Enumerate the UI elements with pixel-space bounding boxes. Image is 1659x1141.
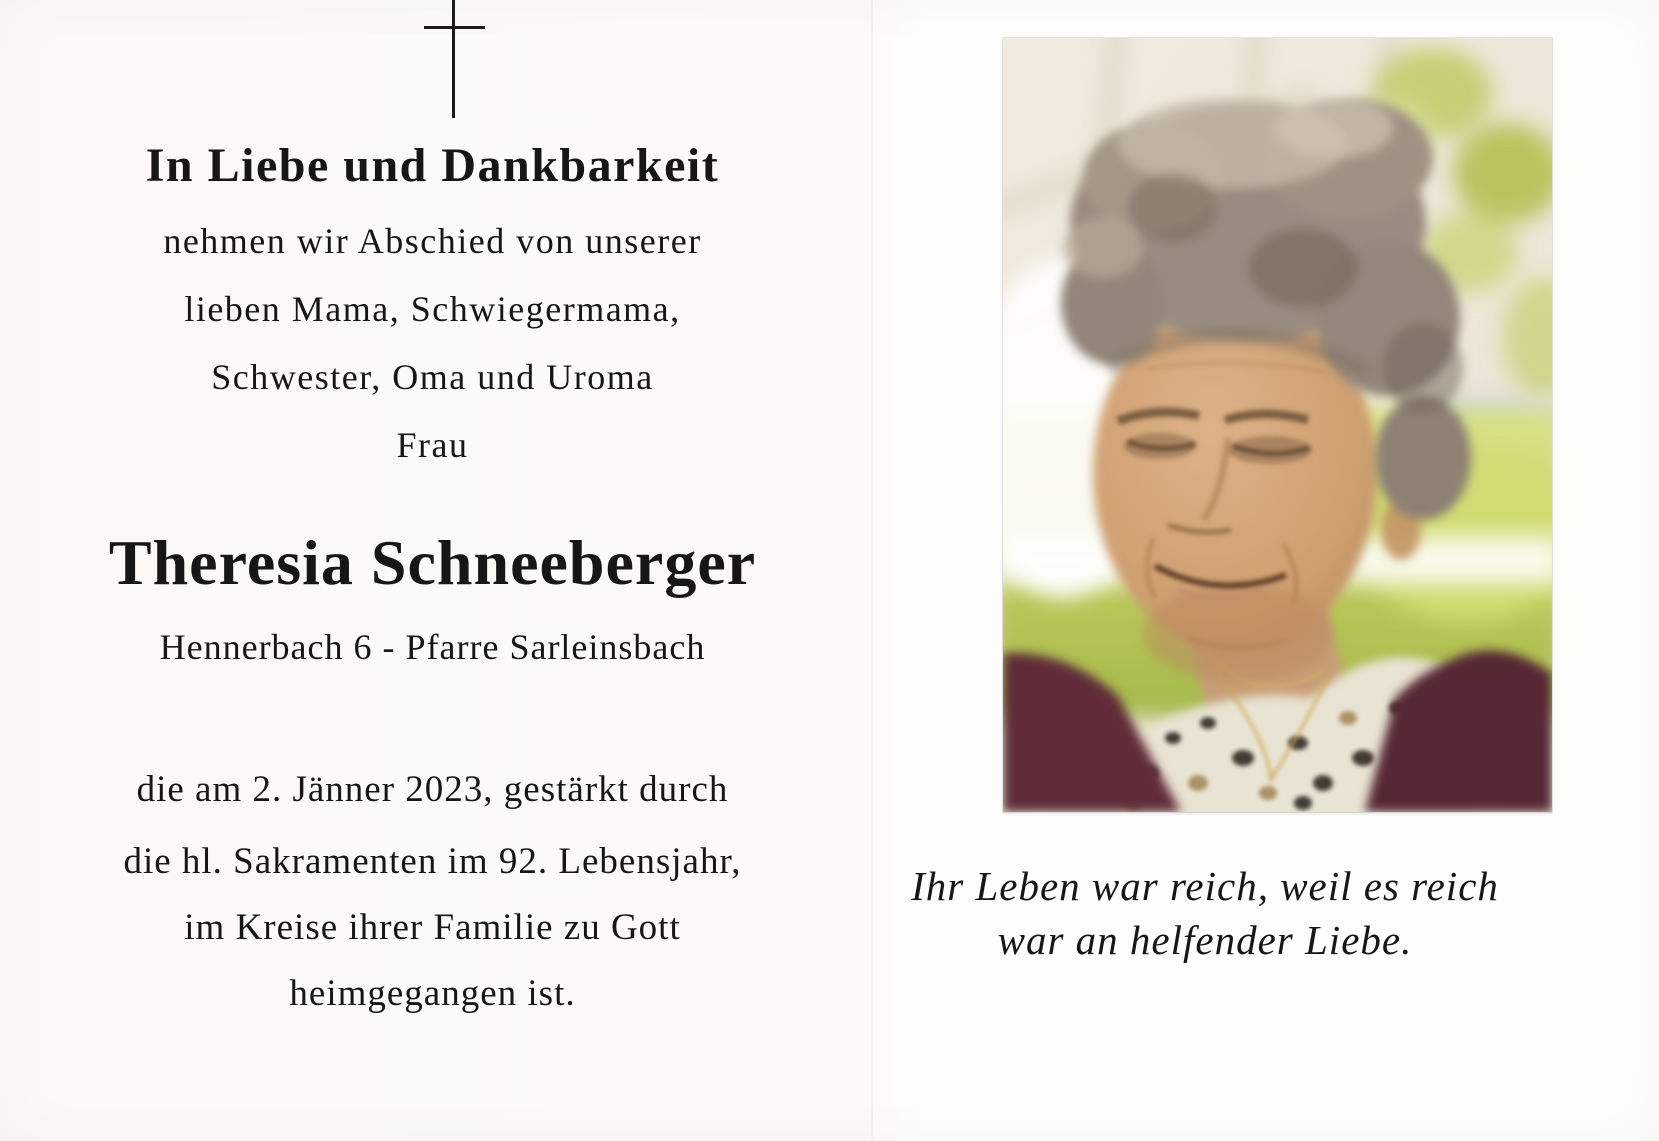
death-line: die hl. Sakramenten im 92. Lebensjahr, — [123, 841, 742, 882]
card-heading: In Liebe und Dankbarkeit — [145, 139, 720, 192]
death-line: die am 2. Jänner 2023, gestärkt durch — [136, 769, 729, 810]
quote-line: Ihr Leben war reich, weil es reich — [911, 863, 1499, 909]
death-line: im Kreise ihrer Familie zu Gott — [184, 907, 681, 948]
death-line: heimgegangen ist. — [289, 973, 576, 1014]
photo-subject — [1003, 38, 1552, 812]
intro-line: nehmen wir Abschied von unserer — [163, 221, 702, 261]
intro-line: lieben Mama, Schwiegermama, — [184, 289, 681, 329]
cross-icon — [422, 0, 486, 120]
deceased-name: Theresia Schneeberger — [108, 527, 757, 598]
address-line: Hennerbach 6 - Pfarre Sarleinsbach — [159, 627, 706, 667]
fold-line — [871, 0, 873, 1141]
portrait-photo-image — [1003, 38, 1552, 812]
intro-line: Schwester, Oma und Uroma — [211, 357, 654, 397]
portrait-photo — [1003, 38, 1552, 812]
intro-line-frau: Frau — [396, 425, 469, 465]
quote-line: war an helfender Liebe. — [997, 917, 1413, 963]
